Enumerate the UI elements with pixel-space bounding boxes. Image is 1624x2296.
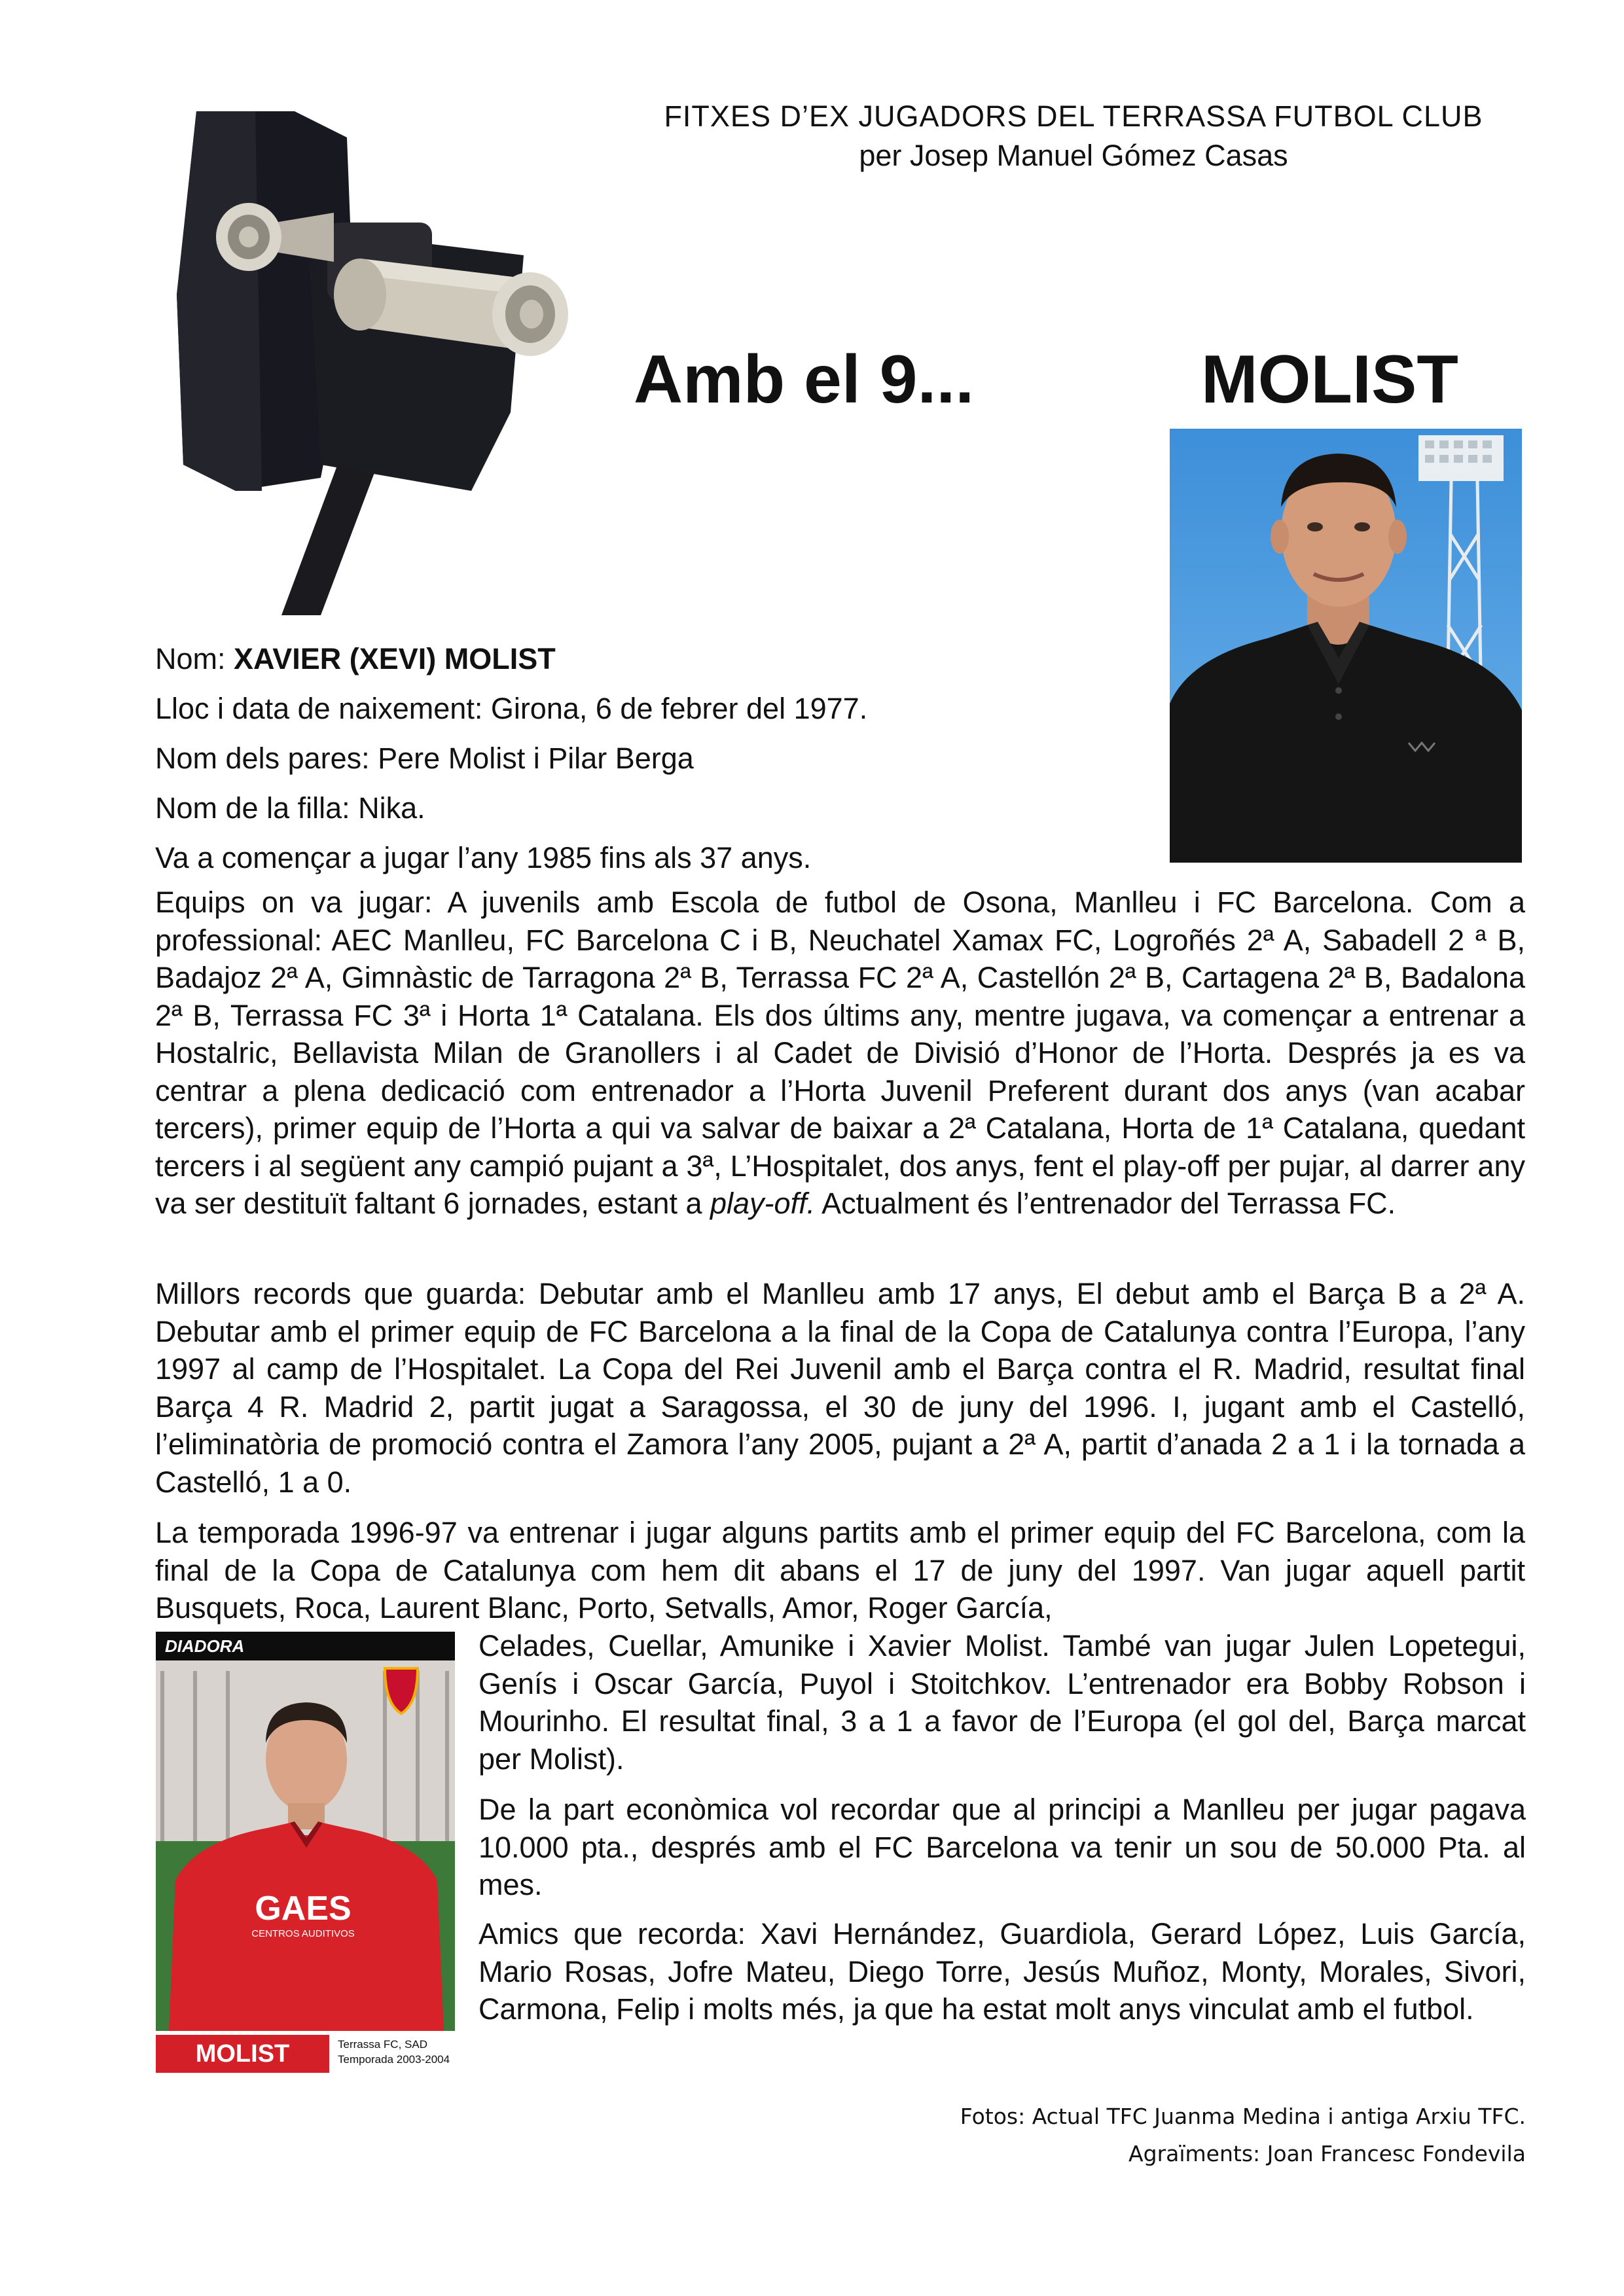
records-paragraph: Millors records que guarda: Debutar amb el Manlleu amb 17 anys, El debut amb el Barça B a 2ª A. Debutar amb el primer equip de FC Barcelona a la final de la Copa de Catalunya contra l’Europa, l’any 1997 al camp de l’Hospitalet. La Copa del Rei Juvenil amb el Barça contra el R. Madrid, resultat final Barça 4 R. Madrid 2, partit jugat a Saragossa, el 30 de juny del 1996. I, jugant amb el Castelló, l’eliminatòria de promoció contra el Zamora l’any 2005, pujant a 2ª A, partit d’anada 2 a 1 i la tornada a Castelló, 1 a 0.: [155, 1277, 1525, 1499]
teams-paragraph: [155, 884, 1525, 1223]
thanks-credit: Agraïments: Joan Francesc Fondevila: [1128, 2141, 1526, 2166]
document-header: [609, 97, 1538, 175]
player-card-photo: [156, 1632, 455, 2077]
personal-data: [155, 640, 1523, 889]
daughter-line: Nom de la filla: Nika.: [155, 791, 425, 825]
friends-paragraph: Amics que recorda: Xavi Hernández, Guardiola, Gerard López, Luis García, Mario Rosas, Jofre Mateu, Diego Torre, Jesús Muñoz, Monty, Morales, Sivori, Carmona, Felip i molts més, ja que ha estat molt anys vinculat amb el futbol.: [478, 1917, 1526, 2026]
name-line: [155, 640, 1523, 678]
birth-line: Lloc i data de naixement: Girona, 6 de febrer del 1977.: [155, 692, 868, 725]
card-season: Temporada 2003-2004: [338, 2053, 450, 2066]
player-card-image: [156, 1632, 455, 2077]
loudspeaker-illustration: [157, 98, 615, 615]
teams-text: Equips on va jugar: A juvenils amb Escola de futbol de Osona, Manlleu i FC Barcelona. Com a professional: AEC Manlleu, FC Barcelona C i B, Neuchatel Xamax FC, Logroñés 2ª A, Sabadell 2 ª B, Badajoz 2ª A, Gimnàstic de Tarragona 2ª B, Terrassa FC 2ª A, Castellón 2ª B, Cartagena 2ª B, Badalona 2ª B, Terrassa FC 3ª i Horta 1ª Catalana. Els dos últims any, mentre jugava, va començar a entrenar a Hostalric, Bellavista Milan de Granollers i al Cadet de Divisió d’Honor de l’Horta. Després ja es va centrar a plena dedicació com entrenador a l’Horta Juvenil Preferent durant dos anys (van acabar tercers), primer equip de l’Horta a qui va salvar de baixar a 2ª Catalana, Horta de 1ª Catalana, quedant tercers i al següent any campió pujant a 3ª, L’Hospitalet, dos anys, fent el play-off per pujar, al darrer any va ser destituït faltant 6 jornades, estant a: [155, 886, 1525, 1220]
page-title-number: Amb el 9...: [634, 342, 975, 418]
photo-credits: [960, 2098, 1526, 2172]
page-title-surname: MOLIST: [1201, 342, 1458, 418]
name-label: Nom:: [155, 642, 234, 675]
economy-paragraph: De la part econòmica vol recordar que al principi a Manlleu per jugar pagava 10.000 pta., després amb el FC Barcelona va tenir un sou de 50.000 Pta. al mes.: [478, 1793, 1526, 1901]
card-player-name: MOLIST: [195, 2040, 290, 2068]
teams-text-end: Actualment és l’entrenador del Terrassa FC.: [815, 1187, 1396, 1220]
teams-italic-text: play-off.: [710, 1187, 816, 1220]
photos-credit: Fotos: Actual TFC Juanma Medina i antiga Arxiu TFC.: [960, 2104, 1526, 2129]
season-paragraph: La temporada 1996-97 va entrenar i jugar alguns partits amb el primer equip del FC Barcelona, com la final de la Copa de Catalunya com hem dit abans el 17 de juny del 1997. Van jugar aquell partit Busquets, Roca, Laurent Blanc, Porto, Setvalls, Amor, Roger García,: [155, 1516, 1525, 1624]
season-paragraph-continued: Celades, Cuellar, Amunike i Xavier Molist. També van jugar Julen Lopetegui, Genís i Oscar García, Puyol i Stoitchkov. L’entrenador era Bobby Robson i Mourinho. El resultat final, 3 a 1 a favor de l’Europa (el gol del, Barça marcat per Molist).: [478, 1629, 1526, 1776]
parents-line: Nom dels pares: Pere Molist i Pilar Berga: [155, 742, 694, 775]
header-series-title: FITXES D’EX JUGADORS DEL TERRASSA FUTBOL CLUB: [664, 99, 1483, 133]
card-sponsor-subtitle: CENTROS AUDITIVOS: [251, 1928, 355, 1939]
card-sponsor: GAES: [255, 1890, 352, 1928]
header-author: per Josep Manuel Gómez Casas: [859, 139, 1288, 172]
card-brand: DIADORA: [165, 1636, 245, 1656]
player-name: XAVIER (XEVI) MOLIST: [234, 642, 556, 675]
card-club: Terrassa FC, SAD: [338, 2038, 427, 2051]
career-start-line: Va a començar a jugar l’any 1985 fins als 37 anys.: [155, 841, 812, 874]
